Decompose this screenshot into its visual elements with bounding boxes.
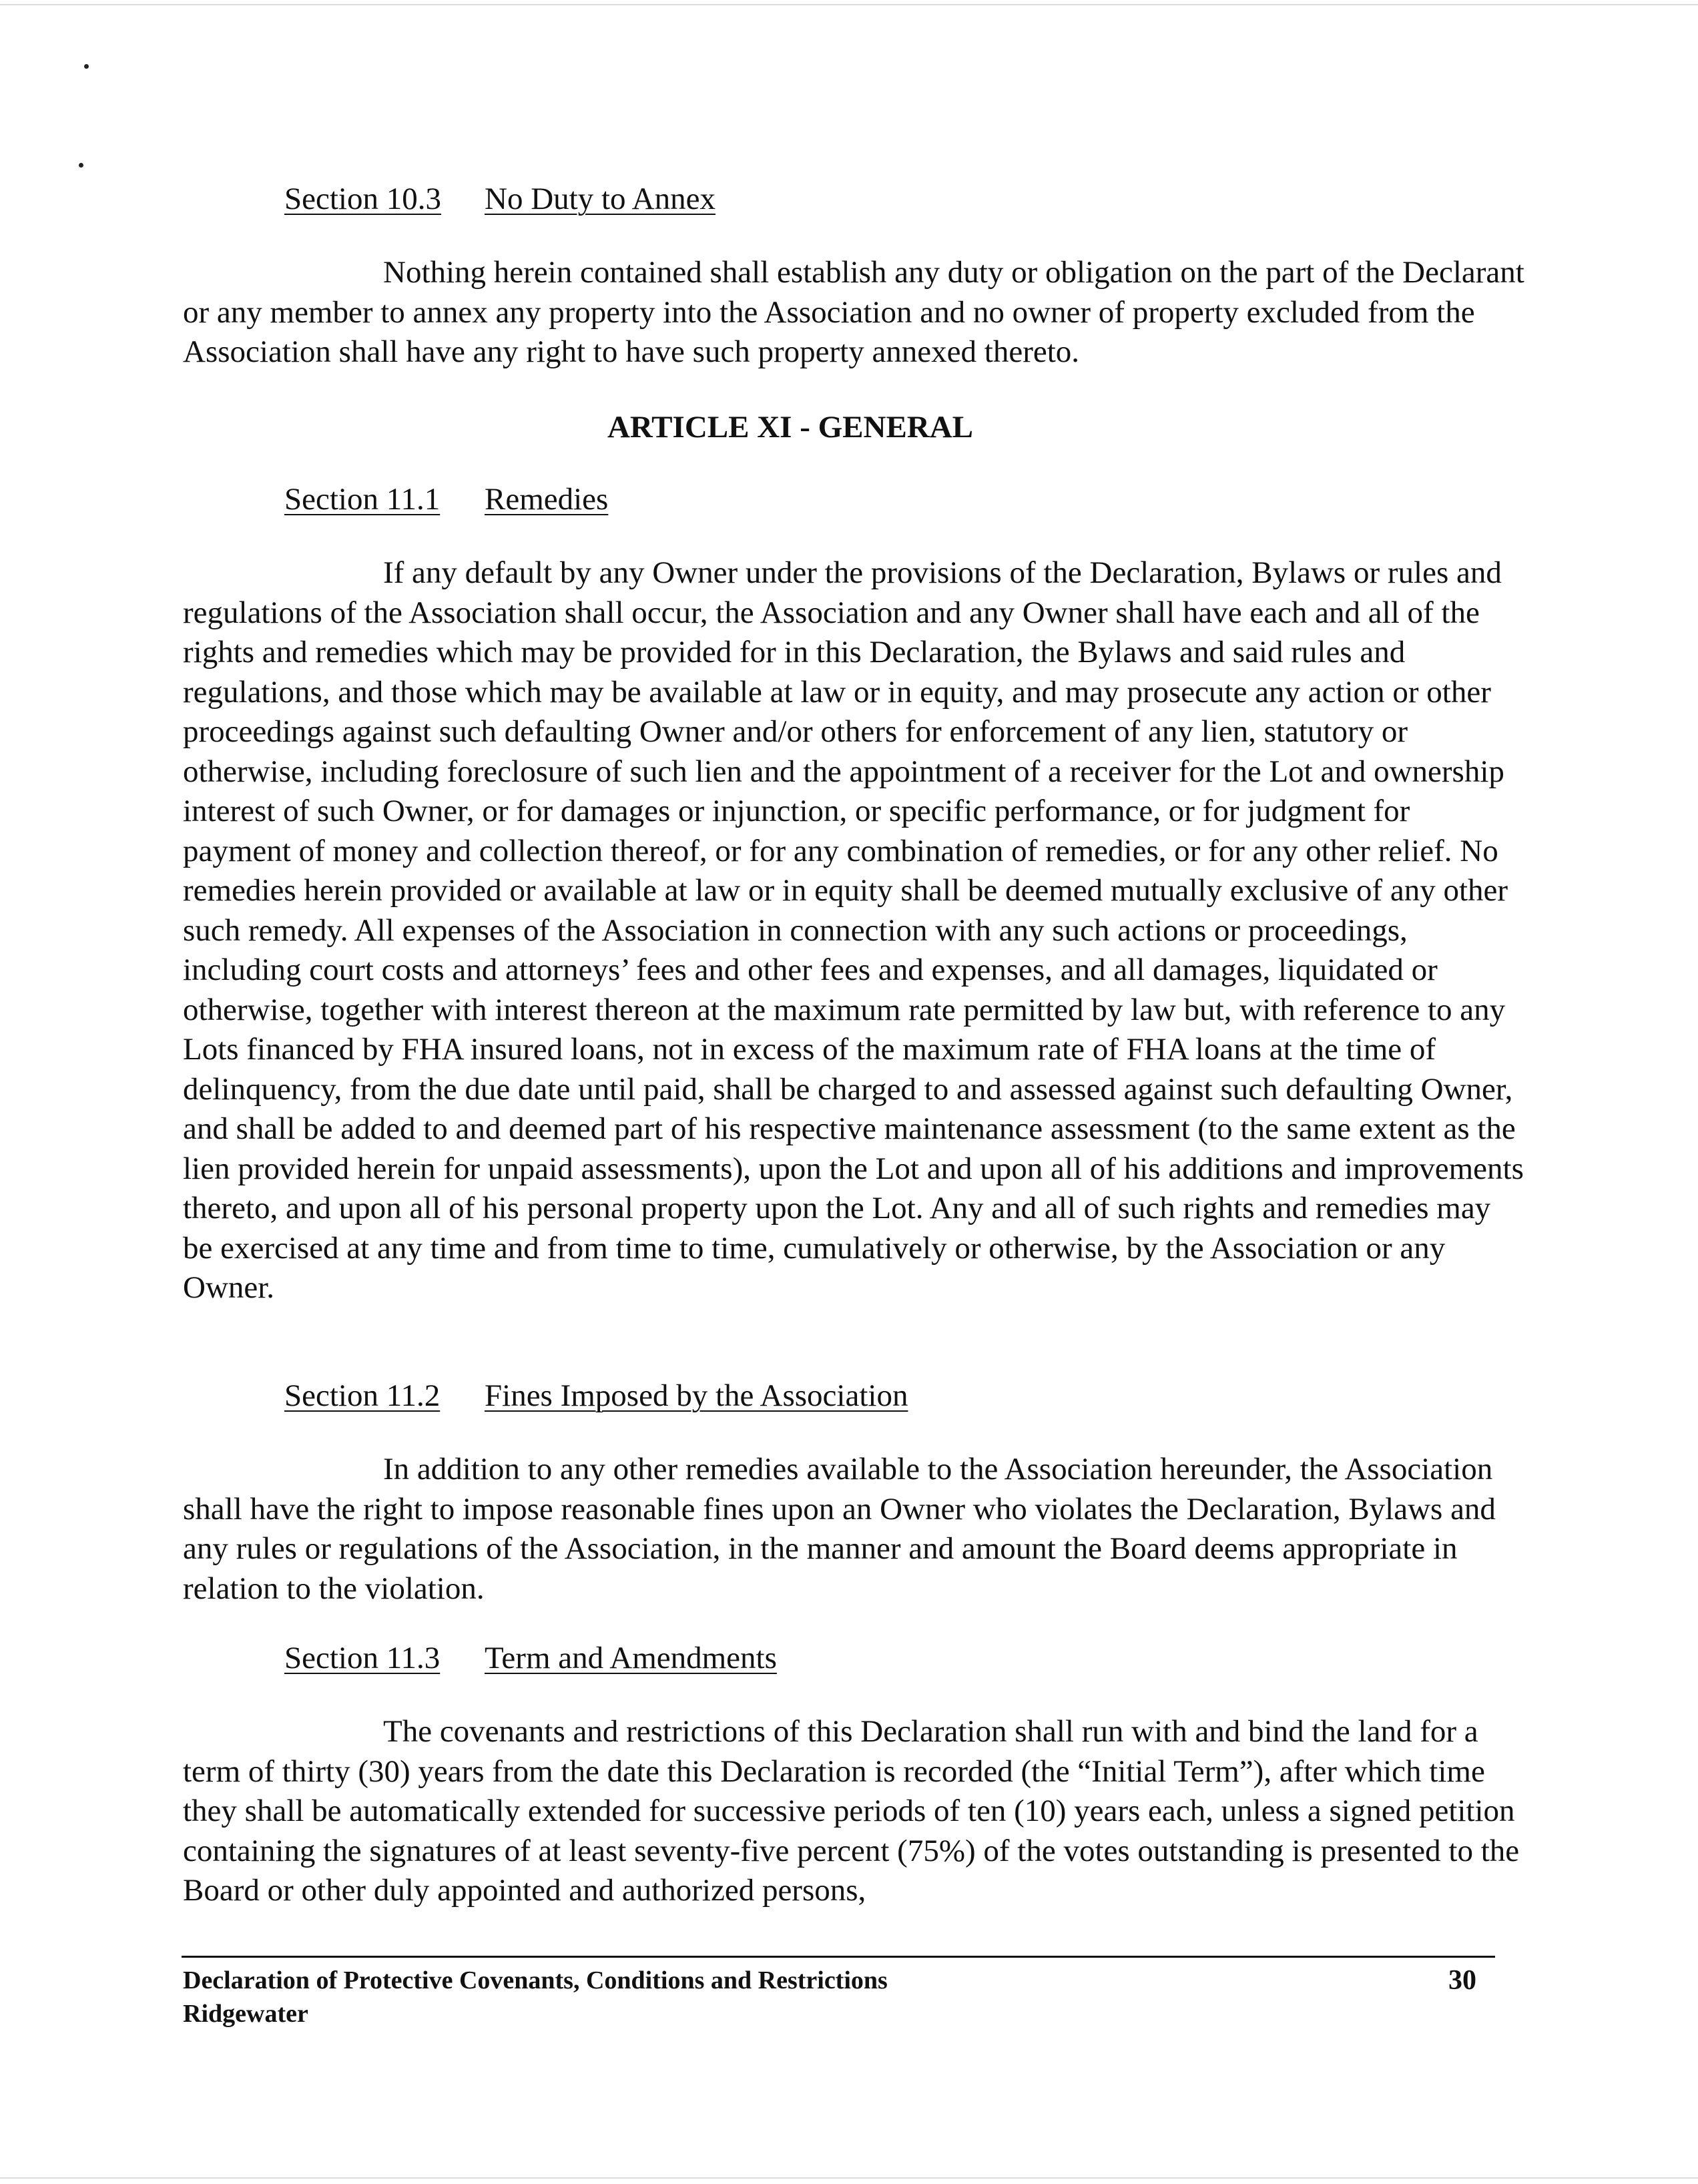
section-heading-11-3: [284, 1639, 777, 1677]
section-heading-10-3: [284, 180, 716, 218]
section-title: Fines Imposed by the Association: [485, 1378, 908, 1413]
section-number: Section 11.1: [284, 482, 441, 517]
scan-edge-top: [0, 4, 1698, 5]
section-number: Section 10.3: [284, 182, 441, 216]
paragraph-11-3: The covenants and restrictions of this Declaration shall run with and bind the land for a term of thirty (30) years from the date this Declaration is recorded (the “Initial Term”), after which time they shall be automatically extended for successive periods of ten (10) years each, unless a signed petition containing the signatures of at least seventy-five percent (75%) of the votes outstanding is presented to the Board or other duly appointed and authorized persons,: [183, 1714, 1520, 1908]
section-number: Section 11.2: [284, 1378, 441, 1413]
section-title: Remedies: [485, 482, 609, 517]
section-title: Term and Amendments: [485, 1641, 777, 1675]
footer-document-title: Declaration of Protective Covenants, Conditions and Restrictions: [183, 1966, 888, 1994]
footer-community-name: Ridgewater: [183, 2000, 308, 2028]
article-heading: ARTICLE XI - GENERAL: [607, 410, 974, 445]
page-number: 30: [1448, 1965, 1476, 1996]
footer-divider: [182, 1956, 1495, 1958]
section-number: Section 11.3: [284, 1641, 441, 1675]
section-title: No Duty to Annex: [485, 182, 716, 216]
paragraph-11-1: If any default by any Owner under the provisions of the Declaration, Bylaws or rules and regulations of the Association shall occur, the Association and any Owner shall have each and all of the rights and remedies which may be provided for in this Declaration, the Bylaws and said rules and regulations, and those which may be available at law or in equity, and may prosecute any action or other proceedings against such defaulting Owner and/or others for enforcement of any lien, statutory or otherwise, including foreclosure of such lien and the appointment of a receiver for the Lot and ownership interest of such Owner, or for damages or injunction, or specific performance, or for judgment for payment of money and collection thereof, or for any combination of remedies, or for any other relief. No remedies herein provided or available at law or in equity shall be deemed mutually exclusive of any other such remedy. All expenses of the Association in connection with any such actions or proceedings, including court costs and attorneys’ fees and other fees and expenses, and all damages, liquidated or otherwise, together with interest thereon at the maximum rate permitted by law but, with reference to any Lots financed by FHA insured loans, not in excess of the maximum rate of FHA loans at the time of delinquency, from the due date until paid, shall be charged to and assessed against such defaulting Owner, and shall be added to and deemed part of his respective maintenance assessment (to the same extent as the lien provided herein for unpaid assessments), upon the Lot and upon all of his additions and improvements thereto, and upon all of his personal property upon the Lot. Any and all of such rights and remedies may be exercised at any time and from time to time, cumulatively or otherwise, by the Association or any Owner.: [183, 555, 1524, 1305]
paragraph-10-3: Nothing herein contained shall establish any duty or obligation on the part of the Declarant or any member to annex any property into the Association and no owner of property excluded from the Association shall have any right to have such property annexed thereto.: [183, 255, 1524, 369]
section-heading-11-2: [284, 1376, 908, 1415]
section-heading-11-1: [284, 480, 609, 519]
scan-dot: [84, 64, 89, 69]
scan-dot: [79, 163, 83, 168]
paragraph-11-2: In addition to any other remedies available to the Association hereunder, the Association shall have the right to impose reasonable fines upon an Owner who violates the Declaration, Bylaws and any rules or regulations of the Association, in the manner and amount the Board deems appropriate in relation to the violation.: [183, 1452, 1496, 1606]
scan-edge-bottom: [0, 2177, 1698, 2179]
